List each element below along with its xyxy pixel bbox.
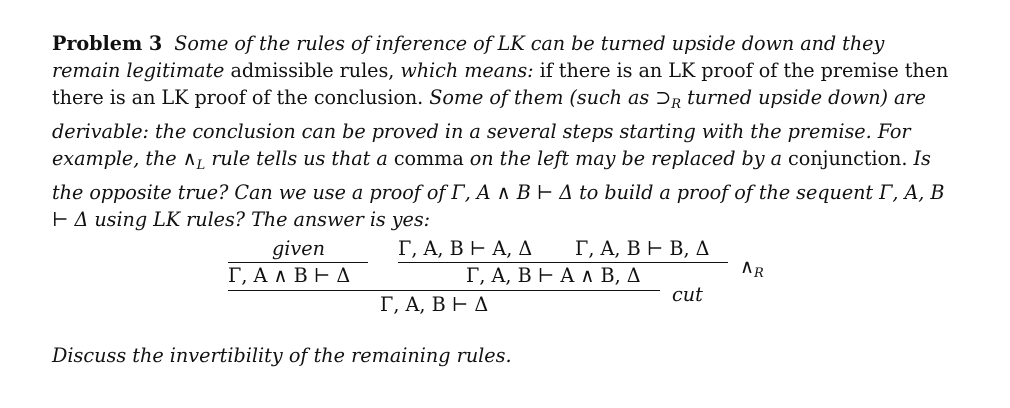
given-label: given <box>272 237 325 260</box>
premise-2: Γ, A, B ⊢ B, Δ <box>575 237 710 260</box>
problem-text-2: admissible rules, <box>230 59 395 82</box>
premise-1: Γ, A, B ⊢ A, Δ <box>398 237 533 260</box>
problem-text-1: Some of the rules of inference of LK can be turned upside down and they remain legitimate <box>52 32 885 82</box>
problem-text-9: on the left may be replaced by a <box>469 147 782 170</box>
left-conclusion: Γ, A ∧ B ⊢ Δ <box>228 264 351 287</box>
problem-text-10: conjunction. <box>788 147 908 170</box>
cut-rule-label: cut <box>672 283 703 306</box>
and-r-conclusion: Γ, A, B ⊢ A ∧ B, Δ <box>466 264 641 287</box>
given-rule-line <box>228 262 368 263</box>
final-conclusion: Γ, A, B ⊢ Δ <box>380 293 489 316</box>
implies-r-subscript: R <box>671 97 682 112</box>
and-l-subscript: L <box>196 158 206 173</box>
problem-text-4: if there is an LK proof of the premise then there is an LK proof of the conclusion. <box>52 59 949 109</box>
cut-rule-line <box>228 290 660 291</box>
problem-text-3: which means: <box>400 59 534 82</box>
problem-text-7: rule tells us that a <box>211 147 388 170</box>
problem-text-8: comma <box>393 147 464 170</box>
problem-text-5: Some of them (such as ⊃ <box>429 86 672 109</box>
problem-label: Problem 3 <box>52 32 163 55</box>
problem-text-6: turned upside down) are derivable: the conclusion can be proved in a several steps starting with the premise. For example, the ∧ <box>52 86 926 170</box>
closing-text: Discuss the invertibility of the remaining rules. <box>52 344 512 367</box>
and-r-rule-line <box>398 262 728 263</box>
and-r-rule-label: $\wedge_R$ <box>740 255 764 281</box>
problem-text-11: Is the opposite true? Can we use a proof of Γ, A ∧ B ⊢ Δ to build a proof of the sequent Γ, A, B ⊢ Δ using LK rules? The answer is yes: <box>52 147 945 231</box>
